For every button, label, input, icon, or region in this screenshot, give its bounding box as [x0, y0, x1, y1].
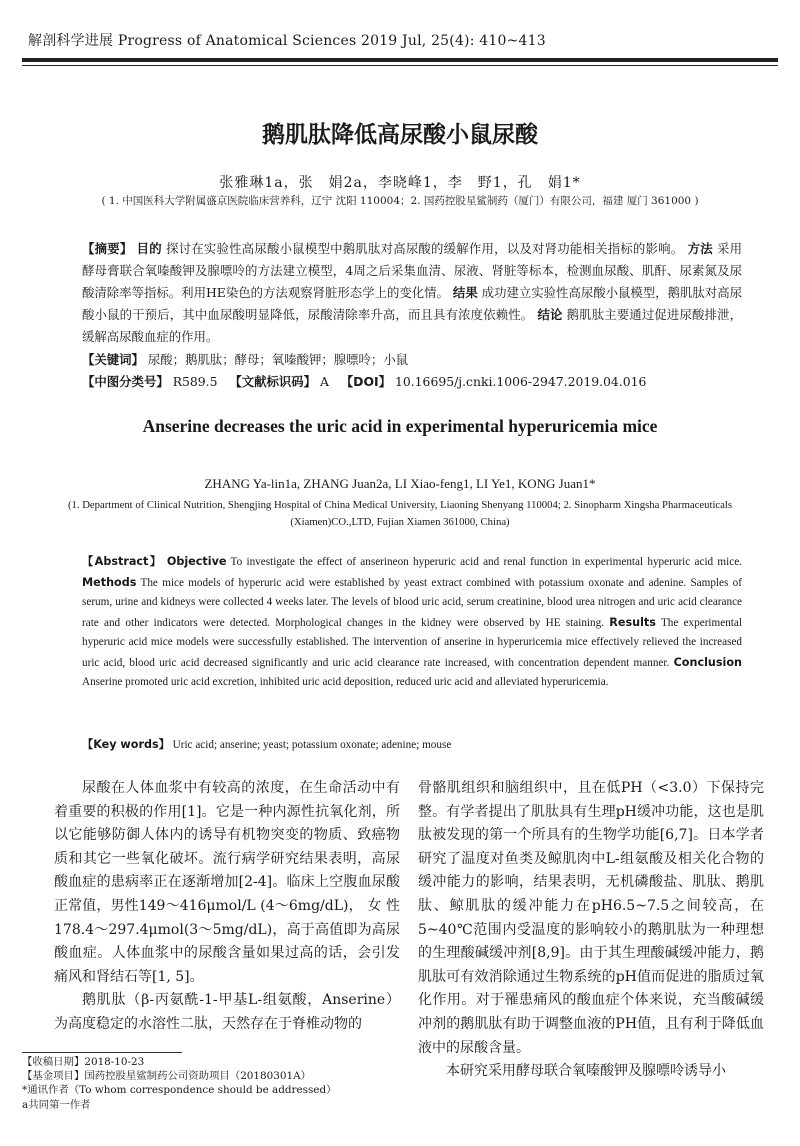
- doi-label: 【DOI】: [340, 374, 392, 389]
- keywords-en-label: 【Key words】: [82, 738, 170, 751]
- header-rule-thin: [22, 65, 778, 66]
- conclusion-label: 结论: [537, 307, 563, 322]
- footnote-fund: 【基金项目】国药控股星鲨制药公司资助项目（20180301A）: [22, 1070, 311, 1083]
- chinese-title: 鹅肌肽降低高尿酸小鼠尿酸: [262, 122, 538, 148]
- chinese-affiliations: ( 1. 中国医科大学附属盛京医院临床营养科，辽宁 沈阳 110004；2. 国药控股星鲨制药（厦门）有限公司，福建 厦门 361000 ): [101, 195, 699, 207]
- objective-label: 目的: [136, 241, 162, 256]
- english-keywords: [82, 734, 742, 756]
- abstract-en-label: 【Abstract】: [82, 555, 163, 568]
- results-en-text: The experimental hyperuric acid mice models were successfully established. The intervention of anserine in hyperuricemia mice effectively relieved the increased uric acid, blood uric acid decreased significantly and uric acid clearance rate increased, with concentration dependent manner.: [82, 616, 742, 669]
- footnote-received: 【收稿日期】2018-10-23: [22, 1056, 145, 1068]
- body-column-left: [54, 777, 400, 1037]
- footnotes: [22, 1055, 402, 1112]
- keywords-label: 【关键词】: [82, 352, 144, 367]
- english-affiliations: (1. Department of Clinical Nutrition, Shengjing Hospital of China Medical University, Liaoning Shenyang 110004; 2. Sinopharm Xingsha Pharmaceuticals (Xiamen)CO.,LTD, Fujian Xiamen 361000, China): [67, 499, 733, 528]
- methods-en-text: The mice models of hyperuric acid were established by yeast extract combined with potassium oxonate and adenine. Samples of serum, urine and kidneys were collected 4 weeks later. The levels of blood uric acid, serum creatinine, blood urea nitrogen and uric acid clearance rate and other indicators were detected. Morphological changes in the kidney were observed by HE staining.: [82, 576, 742, 629]
- footnote-cofirst: a共同第一作者: [22, 1098, 91, 1111]
- keywords-text: 尿酸；鹅肌肽；酵母；氧嗪酸钾；腺嘌呤；小鼠: [147, 352, 409, 367]
- english-authors: ZHANG Ya-lin1a, ZHANG Juan2a, LI Xiao-feng1, LI Ye1, KONG Juan1*: [204, 476, 596, 491]
- running-header: 解剖科学进展 Progress of Anatomical Sciences 2019 Jul, 25(4): 410~413: [28, 33, 546, 49]
- english-title: Anserine decreases the uric acid in experimental hyperuricemia mice: [142, 416, 658, 436]
- results-label: 结果: [452, 285, 478, 300]
- doc-code-label: 【文献标识码】: [229, 374, 317, 389]
- header-rule-thick: [22, 58, 778, 62]
- footnote-correspondence: *通讯作者（To whom correspondence should be addressed）: [22, 1084, 337, 1097]
- clc-value: R589.5: [172, 374, 218, 389]
- clc-label: 【中图分类号】: [82, 374, 169, 389]
- body-column-right: [418, 777, 764, 1084]
- keywords-en-text: Uric acid; anserine; yeast; potassium oxonate; adenine; mouse: [172, 739, 452, 751]
- chinese-authors: 张雅琳1a，张 娟2a，李晓峰1，李 野1，孔 娟1*: [219, 175, 581, 191]
- conclusion-text: 鹅肌肽主要通过促进尿酸排泄，缓解高尿酸血症的作用。: [82, 307, 743, 344]
- classification-line: [82, 371, 742, 393]
- objective-text: 探讨在实验性高尿酸小鼠模型中鹅肌肽对高尿酸的缓解作用，以及对肾功能相关指标的影响。: [166, 241, 684, 256]
- footnote-rule: [22, 1052, 182, 1053]
- methods-text: 采用酵母膏联合氧嗪酸钾及腺嘌呤的方法建立模型，4周之后采集血清、尿液、肾脏等标本，检测血尿酸、肌酐、尿素氮及尿酸清除率等指标。利用HE染色的方法观察肾脏形态学上的变化情。: [82, 241, 743, 300]
- objective-en-text: To investigate the effect of anserineon hyperuric acid and renal function in experimental hyperuric acid mice.: [230, 556, 742, 568]
- body-paragraph: 本研究采用酵母联合氧嗪酸钾及腺嘌呤诱导小: [446, 1063, 726, 1080]
- methods-en-label: Methods: [82, 575, 137, 589]
- methods-label: 方法: [687, 241, 713, 256]
- body-paragraph: 鹅肌肽（β-丙氨酰-1-甲基L-组氨酸，Anserine）为高度稳定的水溶性二肽，天然存在于脊椎动物的: [54, 992, 400, 1032]
- body-paragraph: 骨骼肌组织和脑组织中，且在低PH（<3.0）下保持完整。有学者提出了肌肽具有生理pH缓冲功能，这也是肌肽被发现的第一个所具有的生物学功能[6,7]。日本学者研究了温度对鱼类及鲸肌肉中L-组氨酸及相关化合物的缓冲能力的影响，结果表明，无机磷酸盐、肌肽、鹅肌肽、鲸肌肽的缓冲能力在pH6.5~7.5之间较高，在5~40℃范围内受温度的影响较小的鹅肌肽为一种理想的生理酸碱缓冲剂[8,9]。由于其生理酸碱缓冲能力，鹅肌肽可有效消除通过生物系统的pH值而促进的脂质过氧化作用。对于罹患痛风的酸血症个体来说，充当酸碱缓冲剂的鹅肌肽有助于调整血液的PH值，且有利于降低血液中的尿酸含量。: [418, 780, 764, 1056]
- results-text: 成功建立实验性高尿酸小鼠模型，鹅肌肽对高尿酸小鼠的干预后，其中血尿酸明显降低，尿酸清除率升高，而且具有浓度依赖性。: [82, 285, 742, 322]
- abstract-label: 【摘要】: [82, 241, 133, 256]
- results-en-label: Results: [609, 615, 656, 629]
- chinese-keywords: [82, 349, 742, 371]
- chinese-abstract: [82, 238, 742, 348]
- objective-en-label: Objective: [166, 555, 227, 568]
- body-paragraph: 尿酸在人体血浆中有较高的浓度，在生命活动中有着重要的积极的作用[1]。它是一种内源性抗氧化剂，所以它能够防御人体内的诱导有机物突变的物质、致癌物质和其它一些氧化破坏。流行病学研究结果表明，高尿酸血症的患病率正在逐渐增加[2-4]。临床上空腹血尿酸正常值，男性149～416μmol/L (4～6mg/dL)， 女 性 178.4～297.4μmol(3～5mg/dL)，高于高值即为高尿酸血症。人体血浆中的尿酸含量如果过高的话，会引发痛风和肾结石等[1, 5]。: [54, 780, 400, 985]
- english-abstract: [82, 552, 742, 693]
- doc-code-value: A: [320, 374, 329, 389]
- conclusion-en-text: Anserine promoted uric acid excretion, inhibited uric acid deposition, reduced uric acid and alleviated hyperuricemia.: [82, 676, 609, 688]
- doi-value[interactable]: 10.16695/j.cnki.1006-2947.2019.04.016: [394, 374, 647, 389]
- conclusion-en-label: Conclusion: [673, 655, 743, 669]
